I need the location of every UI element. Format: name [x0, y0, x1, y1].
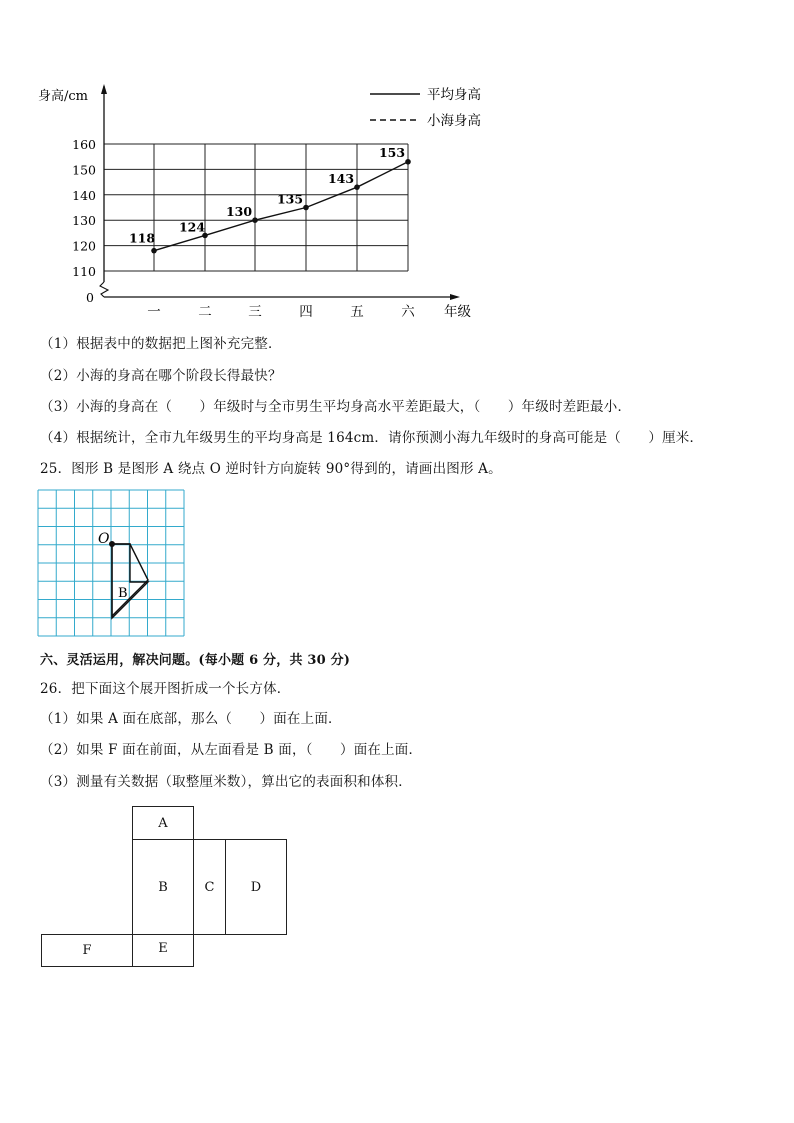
section-6-heading: 六、灵活运用，解决问题。(每小题 6 分，共 30 分)	[40, 653, 351, 668]
question-25: 25．图形 B 是图形 A 绕点 O 逆时针方向旋转 90°得到的，请画出图形 A。	[40, 461, 502, 477]
point-3	[303, 205, 309, 211]
point-4	[354, 184, 360, 190]
x-axis-label: 年级	[444, 304, 471, 320]
point-2	[252, 217, 258, 223]
point-5	[405, 159, 411, 165]
x-tick-4: 五	[350, 304, 364, 320]
question-24-2: （2）小海的身高在哪个阶段长得最快？	[40, 368, 282, 384]
x-tick-0: 一	[147, 304, 161, 320]
data-label-0: 118	[128, 230, 156, 246]
x-axis-arrow	[450, 294, 460, 300]
data-label-5: 153	[378, 144, 406, 160]
rotation-grid	[36, 488, 188, 640]
net-face-e: E	[132, 934, 194, 967]
y-tick-labels	[72, 137, 96, 279]
zero-label: 0	[86, 290, 94, 305]
y-tick-110: 110	[72, 264, 96, 279]
point-o-label: O	[98, 531, 110, 547]
chart-legend	[370, 86, 481, 129]
square-grid	[38, 490, 184, 636]
net-face-f: F	[41, 934, 133, 967]
x-tick-1: 二	[198, 304, 212, 320]
question-26: 26．把下面这个展开图折成一个长方体．	[40, 681, 291, 697]
legend-label-avg: 平均身高	[427, 87, 481, 103]
legend-label-xiaohai: 小海身高	[427, 113, 481, 129]
x-tick-2: 三	[248, 304, 262, 320]
data-label-4: 143	[327, 171, 355, 187]
data-label-1: 124	[178, 219, 206, 235]
y-tick-130: 130	[72, 213, 96, 229]
net-face-d: D	[225, 839, 287, 935]
question-24-1: （1）根据表中的数据把上图补充完整．	[40, 336, 282, 352]
net-face-a: A	[132, 806, 194, 840]
axis-break	[100, 282, 108, 297]
y-tick-160: 160	[72, 137, 96, 152]
question-26-1: （1）如果 A 面在底部，那么（ ）面在上面．	[40, 711, 342, 727]
point-0	[151, 248, 157, 254]
x-tick-labels	[147, 304, 415, 320]
chart-grid	[104, 144, 408, 271]
height-line-chart	[0, 0, 794, 330]
question-24-3: （3）小海的身高在（ ）年级时与全市男生平均身高水平差距最大，（ ）年级时差距最小．	[40, 399, 632, 415]
data-label-3: 135	[276, 191, 304, 207]
y-axis-arrow	[101, 84, 107, 94]
y-tick-150: 150	[72, 162, 96, 178]
question-26-2: （2）如果 F 面在前面，从左面看是 B 面，（ ）面在上面．	[40, 742, 423, 758]
question-24-4: （4）根据统计，全市九年级男生的平均身高是 164cm．请你预测小海九年级时的身高可能是（ ）厘米．	[40, 430, 704, 446]
y-axis-label: 身高/cm	[38, 89, 88, 104]
y-tick-140: 140	[72, 187, 96, 203]
net-face-c: C	[193, 839, 226, 935]
x-tick-5: 六	[401, 304, 415, 320]
data-label-2: 130	[225, 204, 253, 220]
series-avg-height	[129, 145, 411, 254]
x-tick-3: 四	[299, 304, 313, 320]
y-tick-120: 120	[72, 238, 96, 254]
question-26-3: （3）测量有关数据（取整厘米数），算出它的表面积和体积．	[40, 774, 412, 790]
net-face-b: B	[132, 839, 194, 935]
shape-b-label: B	[118, 586, 128, 601]
point-o	[109, 541, 115, 547]
